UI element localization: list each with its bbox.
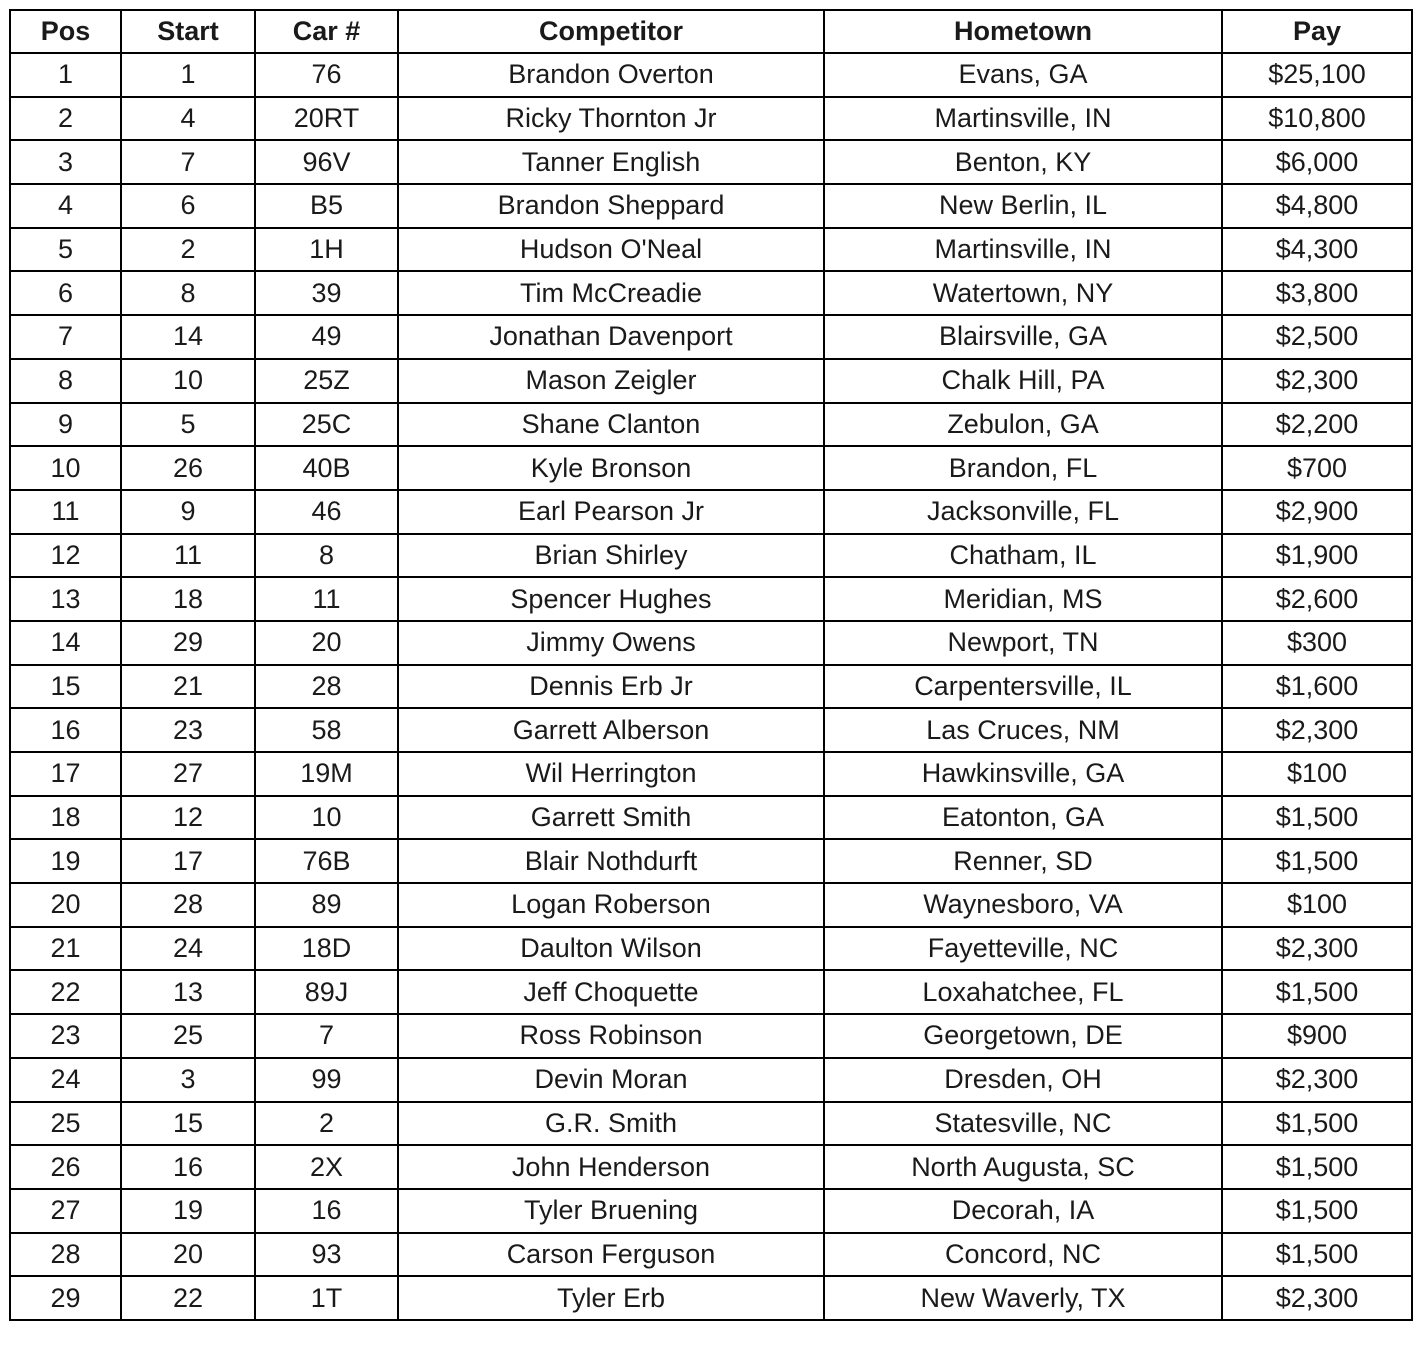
cell-hometown: Chalk Hill, PA [824, 359, 1222, 403]
cell-car-number: 99 [255, 1058, 398, 1102]
cell-hometown: Carpentersville, IL [824, 665, 1222, 709]
cell-car-number: 39 [255, 271, 398, 315]
cell-pay: $2,200 [1222, 403, 1412, 447]
cell-pay: $1,500 [1222, 839, 1412, 883]
cell-hometown: Statesville, NC [824, 1102, 1222, 1146]
cell-pos: 29 [10, 1276, 121, 1320]
cell-hometown: Newport, TN [824, 621, 1222, 665]
cell-competitor: Tim McCreadie [398, 271, 824, 315]
cell-pos: 28 [10, 1233, 121, 1277]
cell-pos: 11 [10, 490, 121, 534]
cell-pos: 18 [10, 796, 121, 840]
cell-pay: $100 [1222, 752, 1412, 796]
cell-pos: 20 [10, 883, 121, 927]
cell-pos: 5 [10, 228, 121, 272]
cell-pay: $1,900 [1222, 534, 1412, 578]
cell-car-number: 89J [255, 970, 398, 1014]
cell-competitor: Tyler Erb [398, 1276, 824, 1320]
table-row [10, 665, 1412, 709]
cell-pos: 22 [10, 970, 121, 1014]
cell-pay: $2,300 [1222, 1276, 1412, 1320]
table-row [10, 97, 1412, 141]
table-row [10, 534, 1412, 578]
cell-start: 19 [121, 1189, 255, 1233]
cell-car-number: 18D [255, 927, 398, 971]
cell-competitor: Dennis Erb Jr [398, 665, 824, 709]
cell-pos: 12 [10, 534, 121, 578]
cell-pos: 10 [10, 446, 121, 490]
cell-start: 8 [121, 271, 255, 315]
cell-car-number: 2X [255, 1145, 398, 1189]
cell-start: 26 [121, 446, 255, 490]
cell-car-number: 7 [255, 1014, 398, 1058]
cell-pos: 3 [10, 140, 121, 184]
table-row [10, 403, 1412, 447]
header-pos: Pos [10, 10, 121, 53]
cell-car-number: 1H [255, 228, 398, 272]
table-row [10, 1189, 1412, 1233]
cell-start: 7 [121, 140, 255, 184]
cell-car-number: 76B [255, 839, 398, 883]
cell-car-number: 19M [255, 752, 398, 796]
cell-start: 24 [121, 927, 255, 971]
table-row [10, 1058, 1412, 1102]
cell-car-number: 40B [255, 446, 398, 490]
cell-competitor: Brandon Sheppard [398, 184, 824, 228]
cell-pay: $4,800 [1222, 184, 1412, 228]
cell-start: 27 [121, 752, 255, 796]
cell-pay: $1,500 [1222, 1102, 1412, 1146]
cell-car-number: 1T [255, 1276, 398, 1320]
cell-pay: $3,800 [1222, 271, 1412, 315]
cell-pos: 21 [10, 927, 121, 971]
cell-hometown: Concord, NC [824, 1233, 1222, 1277]
cell-hometown: Hawkinsville, GA [824, 752, 1222, 796]
cell-competitor: Kyle Bronson [398, 446, 824, 490]
cell-competitor: Shane Clanton [398, 403, 824, 447]
cell-competitor: Daulton Wilson [398, 927, 824, 971]
cell-competitor: Earl Pearson Jr [398, 490, 824, 534]
cell-pay: $700 [1222, 446, 1412, 490]
cell-start: 17 [121, 839, 255, 883]
cell-start: 3 [121, 1058, 255, 1102]
cell-start: 18 [121, 577, 255, 621]
cell-start: 1 [121, 53, 255, 97]
cell-competitor: Brandon Overton [398, 53, 824, 97]
cell-pay: $1,500 [1222, 1189, 1412, 1233]
cell-car-number: 11 [255, 577, 398, 621]
cell-competitor: Ricky Thornton Jr [398, 97, 824, 141]
cell-competitor: Spencer Hughes [398, 577, 824, 621]
cell-pos: 19 [10, 839, 121, 883]
cell-hometown: Brandon, FL [824, 446, 1222, 490]
cell-competitor: Ross Robinson [398, 1014, 824, 1058]
table-header [10, 10, 1412, 53]
cell-hometown: Jacksonville, FL [824, 490, 1222, 534]
table-row [10, 1276, 1412, 1320]
table-row [10, 708, 1412, 752]
cell-start: 4 [121, 97, 255, 141]
cell-car-number: 89 [255, 883, 398, 927]
cell-car-number: 46 [255, 490, 398, 534]
cell-car-number: 25Z [255, 359, 398, 403]
cell-car-number: 28 [255, 665, 398, 709]
cell-hometown: Meridian, MS [824, 577, 1222, 621]
table-row [10, 577, 1412, 621]
cell-car-number: 93 [255, 1233, 398, 1277]
cell-hometown: Evans, GA [824, 53, 1222, 97]
cell-hometown: Dresden, OH [824, 1058, 1222, 1102]
cell-pos: 26 [10, 1145, 121, 1189]
cell-car-number: B5 [255, 184, 398, 228]
cell-pay: $1,600 [1222, 665, 1412, 709]
table-row [10, 1102, 1412, 1146]
header-hometown: Hometown [824, 10, 1222, 53]
cell-start: 16 [121, 1145, 255, 1189]
cell-pay: $2,300 [1222, 927, 1412, 971]
table-row [10, 621, 1412, 665]
cell-start: 14 [121, 315, 255, 359]
cell-pay: $2,500 [1222, 315, 1412, 359]
cell-car-number: 10 [255, 796, 398, 840]
cell-pos: 27 [10, 1189, 121, 1233]
header-car-number: Car # [255, 10, 398, 53]
header-pay: Pay [1222, 10, 1412, 53]
cell-competitor: Jimmy Owens [398, 621, 824, 665]
cell-competitor: Hudson O'Neal [398, 228, 824, 272]
table-row [10, 1233, 1412, 1277]
table-row [10, 752, 1412, 796]
cell-pos: 13 [10, 577, 121, 621]
cell-pay: $2,900 [1222, 490, 1412, 534]
cell-competitor: Garrett Alberson [398, 708, 824, 752]
cell-competitor: G.R. Smith [398, 1102, 824, 1146]
table-row [10, 140, 1412, 184]
cell-hometown: Eatonton, GA [824, 796, 1222, 840]
cell-car-number: 49 [255, 315, 398, 359]
table-row [10, 796, 1412, 840]
cell-pos: 8 [10, 359, 121, 403]
table-row [10, 315, 1412, 359]
cell-pay: $10,800 [1222, 97, 1412, 141]
cell-competitor: Brian Shirley [398, 534, 824, 578]
cell-hometown: Chatham, IL [824, 534, 1222, 578]
table-row [10, 839, 1412, 883]
cell-pos: 23 [10, 1014, 121, 1058]
cell-pos: 25 [10, 1102, 121, 1146]
cell-competitor: Devin Moran [398, 1058, 824, 1102]
cell-start: 21 [121, 665, 255, 709]
cell-car-number: 20 [255, 621, 398, 665]
cell-start: 10 [121, 359, 255, 403]
table-row [10, 883, 1412, 927]
table-row [10, 446, 1412, 490]
cell-hometown: New Waverly, TX [824, 1276, 1222, 1320]
cell-pos: 7 [10, 315, 121, 359]
cell-pay: $1,500 [1222, 796, 1412, 840]
cell-hometown: Martinsville, IN [824, 97, 1222, 141]
table-row [10, 490, 1412, 534]
cell-pos: 6 [10, 271, 121, 315]
cell-hometown: North Augusta, SC [824, 1145, 1222, 1189]
cell-pay: $1,500 [1222, 1145, 1412, 1189]
cell-start: 9 [121, 490, 255, 534]
cell-pay: $6,000 [1222, 140, 1412, 184]
cell-pay: $25,100 [1222, 53, 1412, 97]
cell-start: 25 [121, 1014, 255, 1058]
table-row [10, 228, 1412, 272]
table-row [10, 271, 1412, 315]
cell-pay: $100 [1222, 883, 1412, 927]
cell-start: 23 [121, 708, 255, 752]
cell-pos: 17 [10, 752, 121, 796]
cell-hometown: Benton, KY [824, 140, 1222, 184]
cell-start: 13 [121, 970, 255, 1014]
cell-pay: $900 [1222, 1014, 1412, 1058]
cell-competitor: Tyler Bruening [398, 1189, 824, 1233]
table-row [10, 53, 1412, 97]
cell-pay: $1,500 [1222, 970, 1412, 1014]
cell-pay: $1,500 [1222, 1233, 1412, 1277]
cell-hometown: Martinsville, IN [824, 228, 1222, 272]
cell-start: 2 [121, 228, 255, 272]
cell-start: 12 [121, 796, 255, 840]
cell-car-number: 20RT [255, 97, 398, 141]
cell-car-number: 8 [255, 534, 398, 578]
cell-car-number: 16 [255, 1189, 398, 1233]
cell-start: 29 [121, 621, 255, 665]
cell-car-number: 76 [255, 53, 398, 97]
header-start: Start [121, 10, 255, 53]
cell-start: 11 [121, 534, 255, 578]
cell-hometown: Georgetown, DE [824, 1014, 1222, 1058]
cell-hometown: Watertown, NY [824, 271, 1222, 315]
table-row [10, 927, 1412, 971]
cell-car-number: 96V [255, 140, 398, 184]
cell-competitor: Jeff Choquette [398, 970, 824, 1014]
table-row [10, 970, 1412, 1014]
cell-competitor: Garrett Smith [398, 796, 824, 840]
cell-pay: $4,300 [1222, 228, 1412, 272]
cell-hometown: Waynesboro, VA [824, 883, 1222, 927]
header-row [10, 10, 1412, 53]
cell-hometown: Fayetteville, NC [824, 927, 1222, 971]
cell-pay: $2,600 [1222, 577, 1412, 621]
cell-competitor: John Henderson [398, 1145, 824, 1189]
table-row [10, 184, 1412, 228]
cell-start: 5 [121, 403, 255, 447]
cell-pos: 24 [10, 1058, 121, 1102]
cell-pos: 15 [10, 665, 121, 709]
cell-pos: 16 [10, 708, 121, 752]
cell-start: 20 [121, 1233, 255, 1277]
cell-start: 28 [121, 883, 255, 927]
cell-start: 22 [121, 1276, 255, 1320]
header-competitor: Competitor [398, 10, 824, 53]
cell-pos: 1 [10, 53, 121, 97]
cell-competitor: Jonathan Davenport [398, 315, 824, 359]
cell-hometown: Blairsville, GA [824, 315, 1222, 359]
cell-pay: $2,300 [1222, 1058, 1412, 1102]
cell-start: 6 [121, 184, 255, 228]
table-body [10, 53, 1412, 1320]
cell-pay: $2,300 [1222, 708, 1412, 752]
cell-car-number: 2 [255, 1102, 398, 1146]
cell-hometown: Zebulon, GA [824, 403, 1222, 447]
cell-pos: 4 [10, 184, 121, 228]
cell-pos: 2 [10, 97, 121, 141]
table-row [10, 359, 1412, 403]
cell-competitor: Mason Zeigler [398, 359, 824, 403]
cell-pay: $300 [1222, 621, 1412, 665]
cell-competitor: Wil Herrington [398, 752, 824, 796]
cell-competitor: Logan Roberson [398, 883, 824, 927]
cell-car-number: 25C [255, 403, 398, 447]
cell-competitor: Blair Nothdurft [398, 839, 824, 883]
cell-car-number: 58 [255, 708, 398, 752]
cell-competitor: Tanner English [398, 140, 824, 184]
cell-hometown: Renner, SD [824, 839, 1222, 883]
cell-hometown: Decorah, IA [824, 1189, 1222, 1233]
cell-hometown: New Berlin, IL [824, 184, 1222, 228]
results-table [9, 9, 1413, 1321]
cell-competitor: Carson Ferguson [398, 1233, 824, 1277]
cell-pos: 14 [10, 621, 121, 665]
cell-hometown: Las Cruces, NM [824, 708, 1222, 752]
cell-hometown: Loxahatchee, FL [824, 970, 1222, 1014]
cell-start: 15 [121, 1102, 255, 1146]
cell-pay: $2,300 [1222, 359, 1412, 403]
cell-pos: 9 [10, 403, 121, 447]
table-row [10, 1014, 1412, 1058]
table-row [10, 1145, 1412, 1189]
